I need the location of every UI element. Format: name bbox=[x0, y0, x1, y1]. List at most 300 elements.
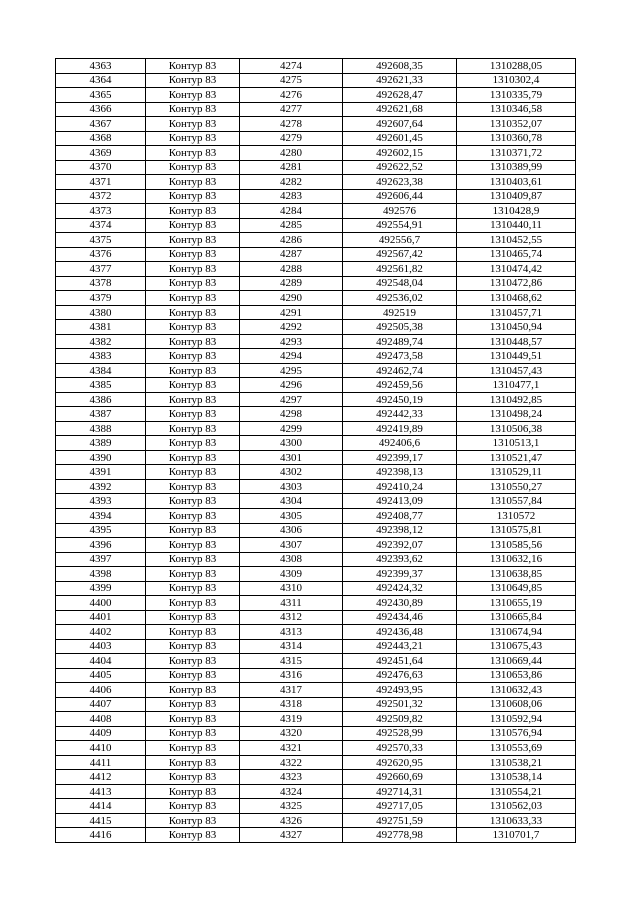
row-number-cell: 4364 bbox=[56, 73, 146, 88]
contour-name-cell: Контур 83 bbox=[146, 88, 240, 103]
contour-name-cell: Контур 83 bbox=[146, 204, 240, 219]
contour-name-cell: Контур 83 bbox=[146, 581, 240, 596]
table-row bbox=[56, 552, 576, 567]
point-number-cell: 4291 bbox=[240, 305, 343, 320]
x-coordinate-cell: 492660,69 bbox=[343, 770, 457, 785]
table-row bbox=[56, 305, 576, 320]
contour-name-cell: Контур 83 bbox=[146, 436, 240, 451]
row-number-cell: 4396 bbox=[56, 538, 146, 553]
contour-name-cell: Контур 83 bbox=[146, 538, 240, 553]
y-coordinate-cell: 1310302,4 bbox=[457, 73, 576, 88]
x-coordinate-cell: 492576 bbox=[343, 204, 457, 219]
row-number-cell: 4391 bbox=[56, 465, 146, 480]
table-row bbox=[56, 755, 576, 770]
point-number-cell: 4288 bbox=[240, 262, 343, 277]
row-number-cell: 4369 bbox=[56, 146, 146, 161]
point-number-cell: 4283 bbox=[240, 189, 343, 204]
y-coordinate-cell: 1310557,84 bbox=[457, 494, 576, 509]
row-number-cell: 4412 bbox=[56, 770, 146, 785]
row-number-cell: 4375 bbox=[56, 233, 146, 248]
table-row bbox=[56, 320, 576, 335]
row-number-cell: 4379 bbox=[56, 291, 146, 306]
x-coordinate-cell: 492567,42 bbox=[343, 247, 457, 262]
x-coordinate-cell: 492398,12 bbox=[343, 523, 457, 538]
contour-name-cell: Контур 83 bbox=[146, 349, 240, 364]
x-coordinate-cell: 492606,44 bbox=[343, 189, 457, 204]
x-coordinate-cell: 492519 bbox=[343, 305, 457, 320]
table-row bbox=[56, 334, 576, 349]
x-coordinate-cell: 492392,07 bbox=[343, 538, 457, 553]
row-number-cell: 4409 bbox=[56, 726, 146, 741]
x-coordinate-cell: 492620,95 bbox=[343, 755, 457, 770]
row-number-cell: 4399 bbox=[56, 581, 146, 596]
table-row bbox=[56, 117, 576, 132]
table-row bbox=[56, 479, 576, 494]
table-row bbox=[56, 668, 576, 683]
x-coordinate-cell: 492621,33 bbox=[343, 73, 457, 88]
x-coordinate-cell: 492442,33 bbox=[343, 407, 457, 422]
x-coordinate-cell: 492601,45 bbox=[343, 131, 457, 146]
y-coordinate-cell: 1310457,71 bbox=[457, 305, 576, 320]
y-coordinate-cell: 1310346,58 bbox=[457, 102, 576, 117]
table-row bbox=[56, 218, 576, 233]
x-coordinate-cell: 492462,74 bbox=[343, 363, 457, 378]
contour-name-cell: Контур 83 bbox=[146, 610, 240, 625]
contour-name-cell: Контур 83 bbox=[146, 770, 240, 785]
y-coordinate-cell: 1310554,21 bbox=[457, 784, 576, 799]
y-coordinate-cell: 1310498,24 bbox=[457, 407, 576, 422]
x-coordinate-cell: 492399,37 bbox=[343, 567, 457, 582]
table-row bbox=[56, 494, 576, 509]
row-number-cell: 4376 bbox=[56, 247, 146, 262]
x-coordinate-cell: 492607,64 bbox=[343, 117, 457, 132]
row-number-cell: 4381 bbox=[56, 320, 146, 335]
contour-name-cell: Контур 83 bbox=[146, 741, 240, 756]
row-number-cell: 4410 bbox=[56, 741, 146, 756]
x-coordinate-cell: 492419,89 bbox=[343, 421, 457, 436]
table-row bbox=[56, 204, 576, 219]
point-number-cell: 4280 bbox=[240, 146, 343, 161]
table-row bbox=[56, 784, 576, 799]
coordinates-table bbox=[55, 58, 576, 843]
row-number-cell: 4370 bbox=[56, 160, 146, 175]
contour-name-cell: Контур 83 bbox=[146, 596, 240, 611]
x-coordinate-cell: 492410,24 bbox=[343, 479, 457, 494]
table-row bbox=[56, 726, 576, 741]
contour-name-cell: Контур 83 bbox=[146, 523, 240, 538]
y-coordinate-cell: 1310576,94 bbox=[457, 726, 576, 741]
row-number-cell: 4398 bbox=[56, 567, 146, 582]
y-coordinate-cell: 1310450,94 bbox=[457, 320, 576, 335]
y-coordinate-cell: 1310638,85 bbox=[457, 567, 576, 582]
table-row bbox=[56, 363, 576, 378]
x-coordinate-cell: 492561,82 bbox=[343, 262, 457, 277]
table-row bbox=[56, 712, 576, 727]
x-coordinate-cell: 492509,82 bbox=[343, 712, 457, 727]
y-coordinate-cell: 1310562,03 bbox=[457, 799, 576, 814]
y-coordinate-cell: 1310701,7 bbox=[457, 828, 576, 843]
x-coordinate-cell: 492430,89 bbox=[343, 596, 457, 611]
y-coordinate-cell: 1310669,44 bbox=[457, 654, 576, 669]
contour-name-cell: Контур 83 bbox=[146, 247, 240, 262]
y-coordinate-cell: 1310492,85 bbox=[457, 392, 576, 407]
x-coordinate-cell: 492717,05 bbox=[343, 799, 457, 814]
row-number-cell: 4406 bbox=[56, 683, 146, 698]
point-number-cell: 4290 bbox=[240, 291, 343, 306]
point-number-cell: 4315 bbox=[240, 654, 343, 669]
table-row bbox=[56, 596, 576, 611]
row-number-cell: 4380 bbox=[56, 305, 146, 320]
table-row bbox=[56, 421, 576, 436]
x-coordinate-cell: 492628,47 bbox=[343, 88, 457, 103]
y-coordinate-cell: 1310538,14 bbox=[457, 770, 576, 785]
point-number-cell: 4322 bbox=[240, 755, 343, 770]
y-coordinate-cell: 1310513,1 bbox=[457, 436, 576, 451]
contour-name-cell: Контур 83 bbox=[146, 334, 240, 349]
point-number-cell: 4305 bbox=[240, 508, 343, 523]
x-coordinate-cell: 492476,63 bbox=[343, 668, 457, 683]
table-row bbox=[56, 639, 576, 654]
point-number-cell: 4298 bbox=[240, 407, 343, 422]
table-row bbox=[56, 291, 576, 306]
x-coordinate-cell: 492548,04 bbox=[343, 276, 457, 291]
contour-name-cell: Контур 83 bbox=[146, 73, 240, 88]
point-number-cell: 4316 bbox=[240, 668, 343, 683]
point-number-cell: 4289 bbox=[240, 276, 343, 291]
point-number-cell: 4327 bbox=[240, 828, 343, 843]
contour-name-cell: Контур 83 bbox=[146, 102, 240, 117]
table-row bbox=[56, 131, 576, 146]
table-row bbox=[56, 465, 576, 480]
contour-name-cell: Контур 83 bbox=[146, 233, 240, 248]
row-number-cell: 4363 bbox=[56, 59, 146, 74]
point-number-cell: 4308 bbox=[240, 552, 343, 567]
contour-name-cell: Контур 83 bbox=[146, 828, 240, 843]
point-number-cell: 4300 bbox=[240, 436, 343, 451]
contour-name-cell: Контур 83 bbox=[146, 494, 240, 509]
table-row bbox=[56, 567, 576, 582]
table-row bbox=[56, 625, 576, 640]
table-row bbox=[56, 276, 576, 291]
x-coordinate-cell: 492554,91 bbox=[343, 218, 457, 233]
y-coordinate-cell: 1310592,94 bbox=[457, 712, 576, 727]
x-coordinate-cell: 492413,09 bbox=[343, 494, 457, 509]
contour-name-cell: Контур 83 bbox=[146, 654, 240, 669]
x-coordinate-cell: 492436,48 bbox=[343, 625, 457, 640]
point-number-cell: 4296 bbox=[240, 378, 343, 393]
point-number-cell: 4275 bbox=[240, 73, 343, 88]
x-coordinate-cell: 492501,32 bbox=[343, 697, 457, 712]
y-coordinate-cell: 1310632,43 bbox=[457, 683, 576, 698]
point-number-cell: 4311 bbox=[240, 596, 343, 611]
row-number-cell: 4394 bbox=[56, 508, 146, 523]
y-coordinate-cell: 1310335,79 bbox=[457, 88, 576, 103]
y-coordinate-cell: 1310474,42 bbox=[457, 262, 576, 277]
x-coordinate-cell: 492408,77 bbox=[343, 508, 457, 523]
x-coordinate-cell: 492570,33 bbox=[343, 741, 457, 756]
table-row bbox=[56, 160, 576, 175]
row-number-cell: 4383 bbox=[56, 349, 146, 364]
x-coordinate-cell: 492621,68 bbox=[343, 102, 457, 117]
y-coordinate-cell: 1310288,05 bbox=[457, 59, 576, 74]
x-coordinate-cell: 492536,02 bbox=[343, 291, 457, 306]
row-number-cell: 4405 bbox=[56, 668, 146, 683]
x-coordinate-cell: 492399,17 bbox=[343, 450, 457, 465]
row-number-cell: 4402 bbox=[56, 625, 146, 640]
point-number-cell: 4287 bbox=[240, 247, 343, 262]
table-row bbox=[56, 436, 576, 451]
table-row bbox=[56, 262, 576, 277]
point-number-cell: 4326 bbox=[240, 813, 343, 828]
row-number-cell: 4387 bbox=[56, 407, 146, 422]
point-number-cell: 4276 bbox=[240, 88, 343, 103]
x-coordinate-cell: 492556,7 bbox=[343, 233, 457, 248]
x-coordinate-cell: 492778,98 bbox=[343, 828, 457, 843]
y-coordinate-cell: 1310572 bbox=[457, 508, 576, 523]
contour-name-cell: Контур 83 bbox=[146, 320, 240, 335]
contour-name-cell: Контур 83 bbox=[146, 799, 240, 814]
table-row bbox=[56, 770, 576, 785]
x-coordinate-cell: 492489,74 bbox=[343, 334, 457, 349]
table-row bbox=[56, 741, 576, 756]
table-row bbox=[56, 59, 576, 74]
contour-name-cell: Контур 83 bbox=[146, 291, 240, 306]
point-number-cell: 4309 bbox=[240, 567, 343, 582]
point-number-cell: 4295 bbox=[240, 363, 343, 378]
contour-name-cell: Контур 83 bbox=[146, 784, 240, 799]
contour-name-cell: Контур 83 bbox=[146, 813, 240, 828]
row-number-cell: 4374 bbox=[56, 218, 146, 233]
contour-name-cell: Контур 83 bbox=[146, 450, 240, 465]
y-coordinate-cell: 1310440,11 bbox=[457, 218, 576, 233]
point-number-cell: 4312 bbox=[240, 610, 343, 625]
y-coordinate-cell: 1310575,81 bbox=[457, 523, 576, 538]
point-number-cell: 4306 bbox=[240, 523, 343, 538]
y-coordinate-cell: 1310521,47 bbox=[457, 450, 576, 465]
point-number-cell: 4281 bbox=[240, 160, 343, 175]
contour-name-cell: Контур 83 bbox=[146, 175, 240, 190]
contour-name-cell: Контур 83 bbox=[146, 465, 240, 480]
y-coordinate-cell: 1310452,55 bbox=[457, 233, 576, 248]
y-coordinate-cell: 1310360,78 bbox=[457, 131, 576, 146]
contour-name-cell: Контур 83 bbox=[146, 146, 240, 161]
x-coordinate-cell: 492434,46 bbox=[343, 610, 457, 625]
x-coordinate-cell: 492451,64 bbox=[343, 654, 457, 669]
x-coordinate-cell: 492450,19 bbox=[343, 392, 457, 407]
point-number-cell: 4293 bbox=[240, 334, 343, 349]
point-number-cell: 4299 bbox=[240, 421, 343, 436]
contour-name-cell: Контур 83 bbox=[146, 305, 240, 320]
x-coordinate-cell: 492398,13 bbox=[343, 465, 457, 480]
point-number-cell: 4285 bbox=[240, 218, 343, 233]
contour-name-cell: Контур 83 bbox=[146, 755, 240, 770]
x-coordinate-cell: 492623,38 bbox=[343, 175, 457, 190]
x-coordinate-cell: 492459,56 bbox=[343, 378, 457, 393]
row-number-cell: 4384 bbox=[56, 363, 146, 378]
y-coordinate-cell: 1310449,51 bbox=[457, 349, 576, 364]
contour-name-cell: Контур 83 bbox=[146, 421, 240, 436]
y-coordinate-cell: 1310468,62 bbox=[457, 291, 576, 306]
table-row bbox=[56, 697, 576, 712]
contour-name-cell: Контур 83 bbox=[146, 189, 240, 204]
y-coordinate-cell: 1310674,94 bbox=[457, 625, 576, 640]
row-number-cell: 4365 bbox=[56, 88, 146, 103]
y-coordinate-cell: 1310553,69 bbox=[457, 741, 576, 756]
y-coordinate-cell: 1310477,1 bbox=[457, 378, 576, 393]
row-number-cell: 4416 bbox=[56, 828, 146, 843]
contour-name-cell: Контур 83 bbox=[146, 407, 240, 422]
row-number-cell: 4382 bbox=[56, 334, 146, 349]
table-row bbox=[56, 538, 576, 553]
contour-name-cell: Контур 83 bbox=[146, 625, 240, 640]
row-number-cell: 4401 bbox=[56, 610, 146, 625]
row-number-cell: 4390 bbox=[56, 450, 146, 465]
table-row bbox=[56, 233, 576, 248]
point-number-cell: 4282 bbox=[240, 175, 343, 190]
row-number-cell: 4366 bbox=[56, 102, 146, 117]
contour-name-cell: Контур 83 bbox=[146, 639, 240, 654]
contour-name-cell: Контур 83 bbox=[146, 218, 240, 233]
point-number-cell: 4304 bbox=[240, 494, 343, 509]
y-coordinate-cell: 1310529,11 bbox=[457, 465, 576, 480]
table-row bbox=[56, 247, 576, 262]
point-number-cell: 4318 bbox=[240, 697, 343, 712]
point-number-cell: 4314 bbox=[240, 639, 343, 654]
table-row bbox=[56, 450, 576, 465]
point-number-cell: 4297 bbox=[240, 392, 343, 407]
row-number-cell: 4414 bbox=[56, 799, 146, 814]
y-coordinate-cell: 1310665,84 bbox=[457, 610, 576, 625]
point-number-cell: 4323 bbox=[240, 770, 343, 785]
table-row bbox=[56, 654, 576, 669]
row-number-cell: 4393 bbox=[56, 494, 146, 509]
y-coordinate-cell: 1310655,19 bbox=[457, 596, 576, 611]
row-number-cell: 4413 bbox=[56, 784, 146, 799]
row-number-cell: 4373 bbox=[56, 204, 146, 219]
table-row bbox=[56, 392, 576, 407]
contour-name-cell: Контур 83 bbox=[146, 363, 240, 378]
x-coordinate-cell: 492443,21 bbox=[343, 639, 457, 654]
contour-name-cell: Контур 83 bbox=[146, 479, 240, 494]
row-number-cell: 4397 bbox=[56, 552, 146, 567]
row-number-cell: 4389 bbox=[56, 436, 146, 451]
table-row bbox=[56, 175, 576, 190]
y-coordinate-cell: 1310352,07 bbox=[457, 117, 576, 132]
x-coordinate-cell: 492622,52 bbox=[343, 160, 457, 175]
x-coordinate-cell: 492751,59 bbox=[343, 813, 457, 828]
point-number-cell: 4301 bbox=[240, 450, 343, 465]
x-coordinate-cell: 492424,32 bbox=[343, 581, 457, 596]
table-row bbox=[56, 508, 576, 523]
contour-name-cell: Контур 83 bbox=[146, 567, 240, 582]
row-number-cell: 4403 bbox=[56, 639, 146, 654]
y-coordinate-cell: 1310371,72 bbox=[457, 146, 576, 161]
point-number-cell: 4286 bbox=[240, 233, 343, 248]
contour-name-cell: Контур 83 bbox=[146, 117, 240, 132]
table-row bbox=[56, 407, 576, 422]
contour-name-cell: Контур 83 bbox=[146, 378, 240, 393]
contour-name-cell: Контур 83 bbox=[146, 131, 240, 146]
y-coordinate-cell: 1310428,9 bbox=[457, 204, 576, 219]
table-row bbox=[56, 523, 576, 538]
row-number-cell: 4388 bbox=[56, 421, 146, 436]
row-number-cell: 4395 bbox=[56, 523, 146, 538]
point-number-cell: 4277 bbox=[240, 102, 343, 117]
x-coordinate-cell: 492473,58 bbox=[343, 349, 457, 364]
y-coordinate-cell: 1310457,43 bbox=[457, 363, 576, 378]
point-number-cell: 4320 bbox=[240, 726, 343, 741]
point-number-cell: 4313 bbox=[240, 625, 343, 640]
contour-name-cell: Контур 83 bbox=[146, 697, 240, 712]
table-row bbox=[56, 88, 576, 103]
row-number-cell: 4411 bbox=[56, 755, 146, 770]
y-coordinate-cell: 1310389,99 bbox=[457, 160, 576, 175]
y-coordinate-cell: 1310649,85 bbox=[457, 581, 576, 596]
x-coordinate-cell: 492393,62 bbox=[343, 552, 457, 567]
contour-name-cell: Контур 83 bbox=[146, 712, 240, 727]
point-number-cell: 4279 bbox=[240, 131, 343, 146]
row-number-cell: 4400 bbox=[56, 596, 146, 611]
contour-name-cell: Контур 83 bbox=[146, 276, 240, 291]
row-number-cell: 4392 bbox=[56, 479, 146, 494]
point-number-cell: 4302 bbox=[240, 465, 343, 480]
table-row bbox=[56, 73, 576, 88]
point-number-cell: 4294 bbox=[240, 349, 343, 364]
contour-name-cell: Контур 83 bbox=[146, 262, 240, 277]
point-number-cell: 4303 bbox=[240, 479, 343, 494]
point-number-cell: 4310 bbox=[240, 581, 343, 596]
row-number-cell: 4367 bbox=[56, 117, 146, 132]
row-number-cell: 4378 bbox=[56, 276, 146, 291]
table-body bbox=[56, 59, 576, 843]
y-coordinate-cell: 1310550,27 bbox=[457, 479, 576, 494]
row-number-cell: 4385 bbox=[56, 378, 146, 393]
y-coordinate-cell: 1310653,86 bbox=[457, 668, 576, 683]
y-coordinate-cell: 1310675,43 bbox=[457, 639, 576, 654]
contour-name-cell: Контур 83 bbox=[146, 59, 240, 74]
point-number-cell: 4321 bbox=[240, 741, 343, 756]
row-number-cell: 4415 bbox=[56, 813, 146, 828]
row-number-cell: 4372 bbox=[56, 189, 146, 204]
x-coordinate-cell: 492608,35 bbox=[343, 59, 457, 74]
y-coordinate-cell: 1310409,87 bbox=[457, 189, 576, 204]
y-coordinate-cell: 1310608,06 bbox=[457, 697, 576, 712]
y-coordinate-cell: 1310465,74 bbox=[457, 247, 576, 262]
y-coordinate-cell: 1310632,16 bbox=[457, 552, 576, 567]
point-number-cell: 4324 bbox=[240, 784, 343, 799]
y-coordinate-cell: 1310403,61 bbox=[457, 175, 576, 190]
table-row bbox=[56, 610, 576, 625]
point-number-cell: 4284 bbox=[240, 204, 343, 219]
y-coordinate-cell: 1310538,21 bbox=[457, 755, 576, 770]
x-coordinate-cell: 492528,99 bbox=[343, 726, 457, 741]
contour-name-cell: Контур 83 bbox=[146, 726, 240, 741]
y-coordinate-cell: 1310506,38 bbox=[457, 421, 576, 436]
table-row bbox=[56, 349, 576, 364]
row-number-cell: 4404 bbox=[56, 654, 146, 669]
contour-name-cell: Контур 83 bbox=[146, 160, 240, 175]
contour-name-cell: Контур 83 bbox=[146, 392, 240, 407]
x-coordinate-cell: 492714,31 bbox=[343, 784, 457, 799]
table-row bbox=[56, 683, 576, 698]
row-number-cell: 4408 bbox=[56, 712, 146, 727]
point-number-cell: 4325 bbox=[240, 799, 343, 814]
point-number-cell: 4292 bbox=[240, 320, 343, 335]
table-row bbox=[56, 799, 576, 814]
table-row bbox=[56, 378, 576, 393]
contour-name-cell: Контур 83 bbox=[146, 508, 240, 523]
table-row bbox=[56, 828, 576, 843]
